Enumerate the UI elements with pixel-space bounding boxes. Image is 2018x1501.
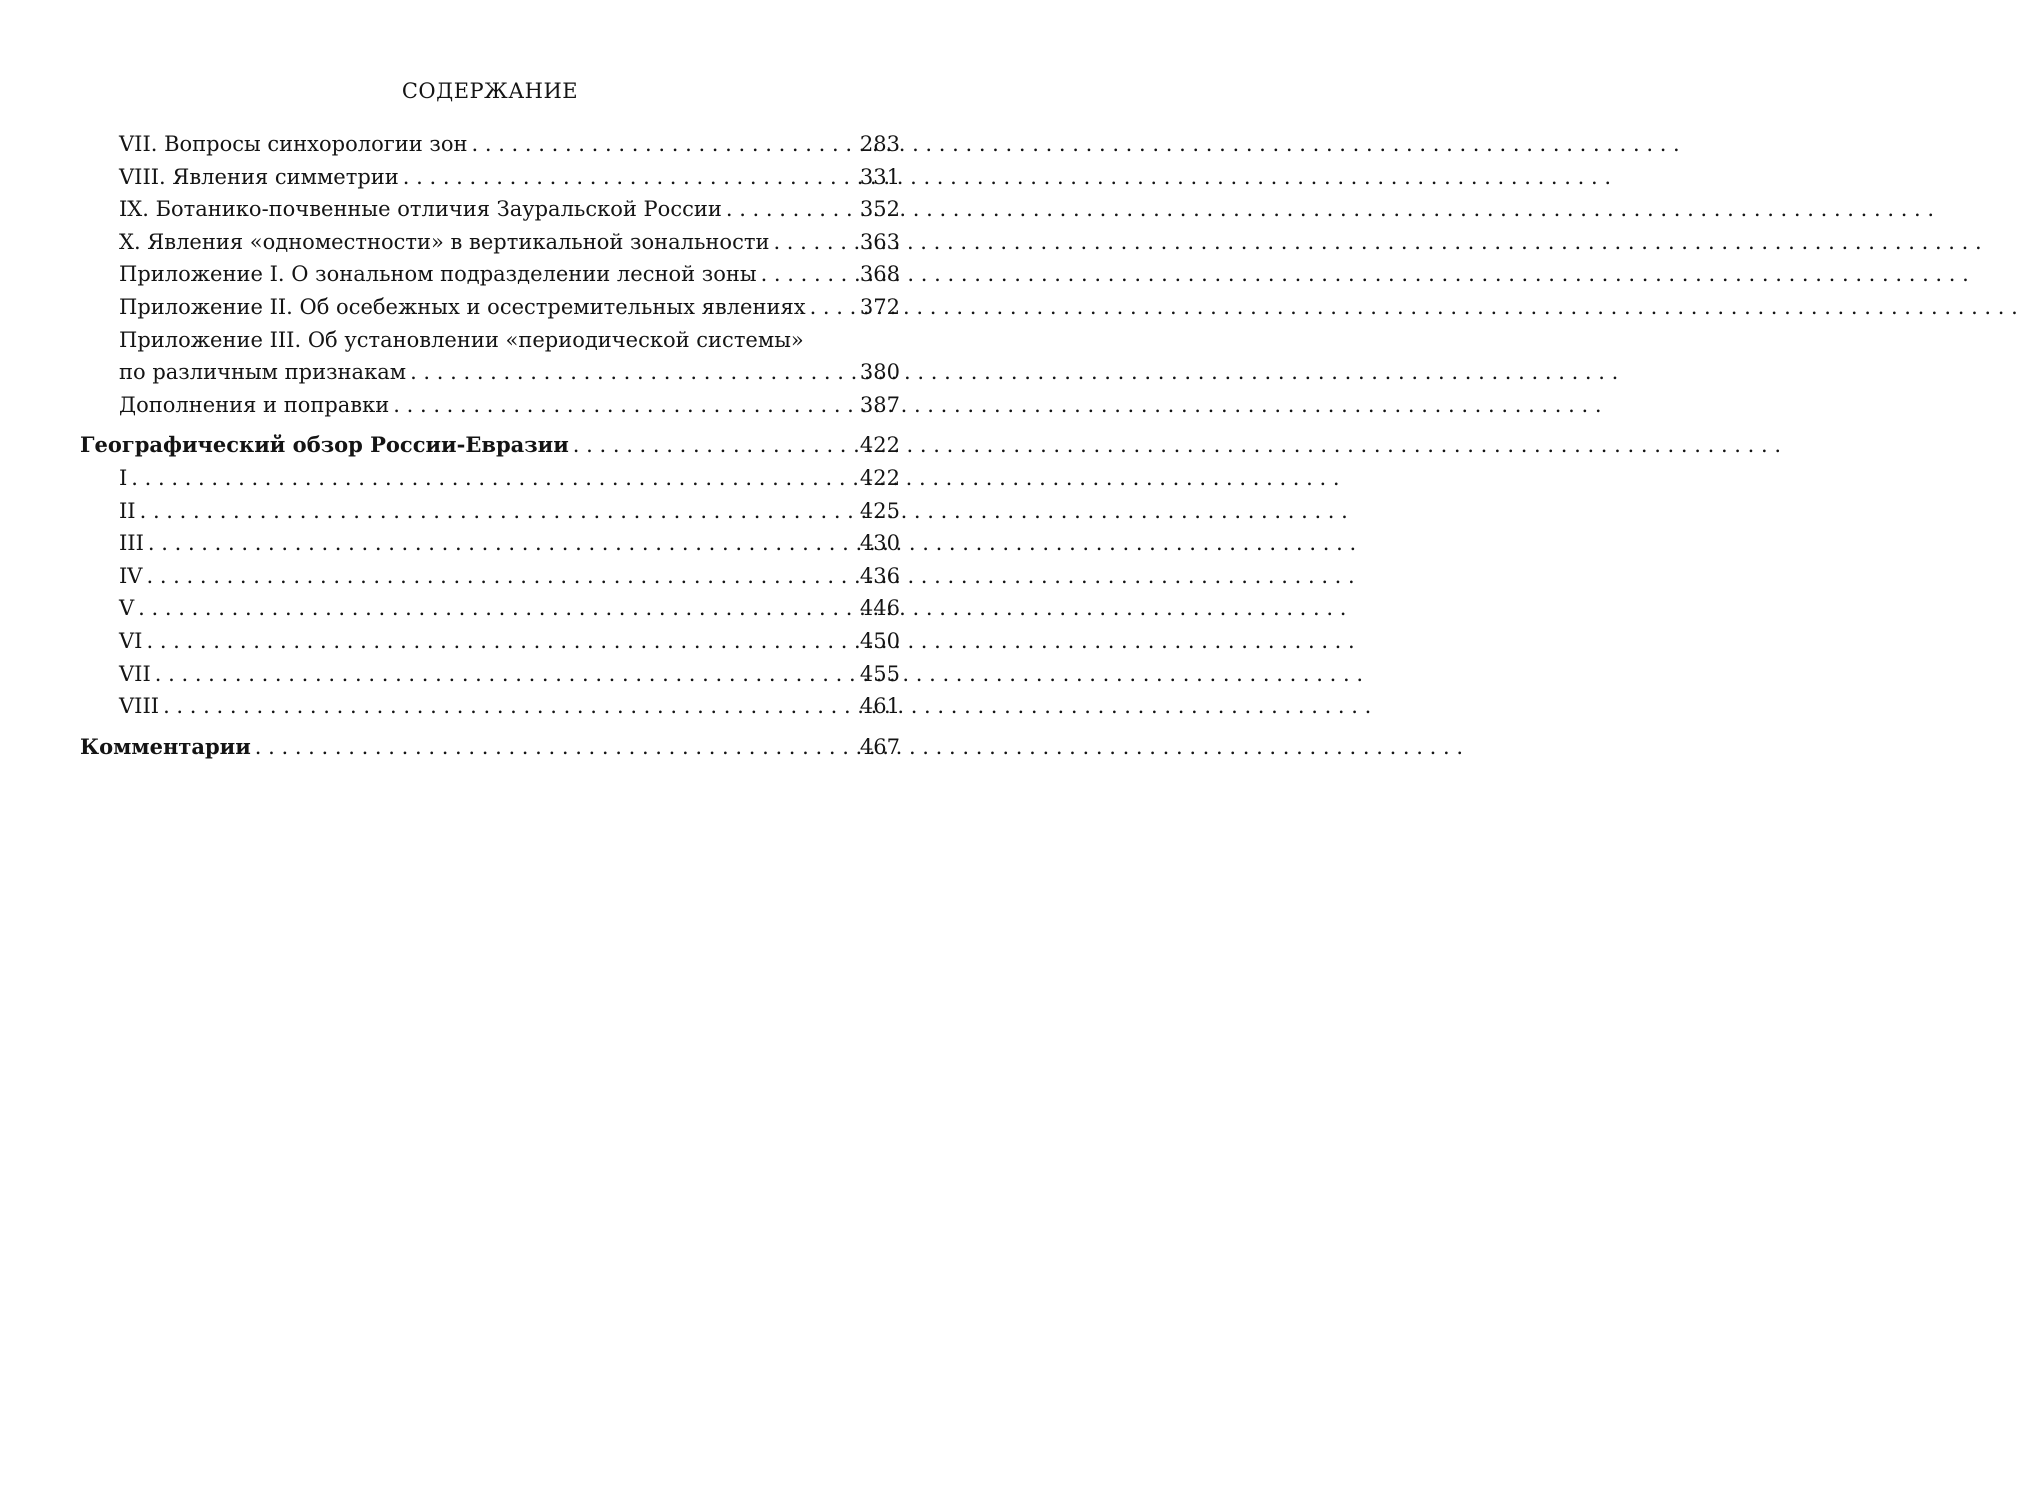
dot-leader: [389, 389, 860, 422]
running-head: СОДЕРЖАНИЕ: [401, 79, 579, 103]
toc-chapter-title: VIII: [119, 694, 160, 719]
toc-chapter-title: VII: [119, 661, 151, 686]
toc-entry[interactable]: [80, 128, 900, 161]
toc-entry-page: 380: [859, 360, 900, 385]
toc-entry-title: Приложение III. Об установлении «периодической системы»: [119, 327, 804, 352]
toc-section-page: 467: [859, 734, 900, 759]
toc-entry-title: X. Явления «одноместности» в вертикальной зональности: [119, 229, 770, 254]
dot-leader: [468, 128, 860, 161]
toc-entry-page: 331: [859, 164, 900, 189]
dot-leader: [144, 527, 860, 560]
dot-leader: [151, 658, 860, 691]
toc-chapter-title: II: [119, 498, 136, 523]
toc-section-page: 422: [859, 433, 900, 458]
toc-chapter-page: 430: [859, 531, 900, 556]
dot-leader: [159, 690, 860, 723]
toc-entry-page: 372: [859, 294, 900, 319]
document-page: [0, 0, 1000, 1501]
toc-chapter[interactable]: [80, 495, 900, 528]
toc-chapter-page: 461: [859, 694, 900, 719]
toc-entry-title: Приложение I. О зональном подразделении лесной зоны: [119, 262, 757, 287]
toc-entry-title: VIII. Явления симметрии: [119, 164, 399, 189]
dot-leader: [722, 193, 860, 226]
dot-leader: [806, 291, 860, 324]
toc-chapter-title: VI: [119, 628, 143, 653]
toc-chapter[interactable]: [80, 560, 900, 593]
toc-section-title: Комментарии: [80, 733, 251, 759]
toc-chapter-page: 425: [859, 498, 900, 523]
toc-entry[interactable]: [80, 389, 900, 422]
toc-entry-title: IX. Ботанико-почвенные отличия Зауральской России: [119, 197, 722, 222]
toc-section-title: Географический обзор России-Евразии: [80, 432, 569, 458]
toc-entry-appendix-3[interactable]: [80, 324, 900, 357]
dot-leader: [569, 429, 860, 462]
toc-chapter[interactable]: [80, 462, 900, 495]
toc-entry-continuation[interactable]: [80, 356, 900, 389]
toc-entry-page: 363: [859, 229, 900, 254]
toc-entry-title-continued: по различным признакам: [119, 360, 407, 385]
dot-leader: [757, 258, 860, 291]
toc-chapter-page: 422: [859, 465, 900, 490]
toc-chapter-title: III: [119, 531, 144, 556]
toc-entry[interactable]: [80, 226, 900, 259]
toc-entry[interactable]: [80, 193, 900, 226]
toc-chapter-title: V: [119, 596, 135, 621]
dot-leader: [142, 560, 859, 593]
toc-chapter[interactable]: [80, 658, 900, 691]
table-of-contents: [80, 128, 900, 763]
toc-entry-page: 387: [859, 392, 900, 417]
toc-chapter[interactable]: [80, 625, 900, 658]
toc-chapter[interactable]: [80, 527, 900, 560]
toc-entry[interactable]: [80, 258, 900, 291]
dot-leader: [127, 462, 860, 495]
dot-leader: [769, 226, 859, 259]
toc-entry-page: 352: [859, 197, 900, 222]
dot-leader: [142, 625, 859, 658]
toc-chapter-page: 455: [859, 661, 900, 686]
toc-entry-page: 368: [859, 262, 900, 287]
dot-leader: [406, 356, 860, 389]
toc-chapter[interactable]: [80, 592, 900, 625]
dot-leader: [136, 495, 860, 528]
toc-section-geo[interactable]: [80, 429, 900, 462]
toc-chapter-page: 436: [859, 563, 900, 588]
toc-entry[interactable]: [80, 161, 900, 194]
toc-chapter-title: I: [119, 465, 128, 490]
toc-chapter-page: 446: [859, 596, 900, 621]
toc-section-comments[interactable]: [80, 731, 900, 764]
toc-entry-page: 283: [859, 132, 900, 156]
toc-chapter[interactable]: [80, 690, 900, 723]
toc-entry-title: Приложение II. Об осебежных и осестремительных явлениях: [119, 294, 806, 319]
toc-chapter-page: 450: [859, 628, 900, 653]
dot-leader: [251, 731, 860, 764]
toc-chapter-title: IV: [119, 563, 143, 588]
toc-entry-title: Дополнения и поправки: [119, 392, 390, 417]
dot-leader: [399, 161, 860, 194]
toc-entry[interactable]: [80, 291, 900, 324]
toc-entry-title: VII. Вопросы синхорологии зон: [119, 132, 468, 156]
dot-leader: [134, 592, 860, 625]
